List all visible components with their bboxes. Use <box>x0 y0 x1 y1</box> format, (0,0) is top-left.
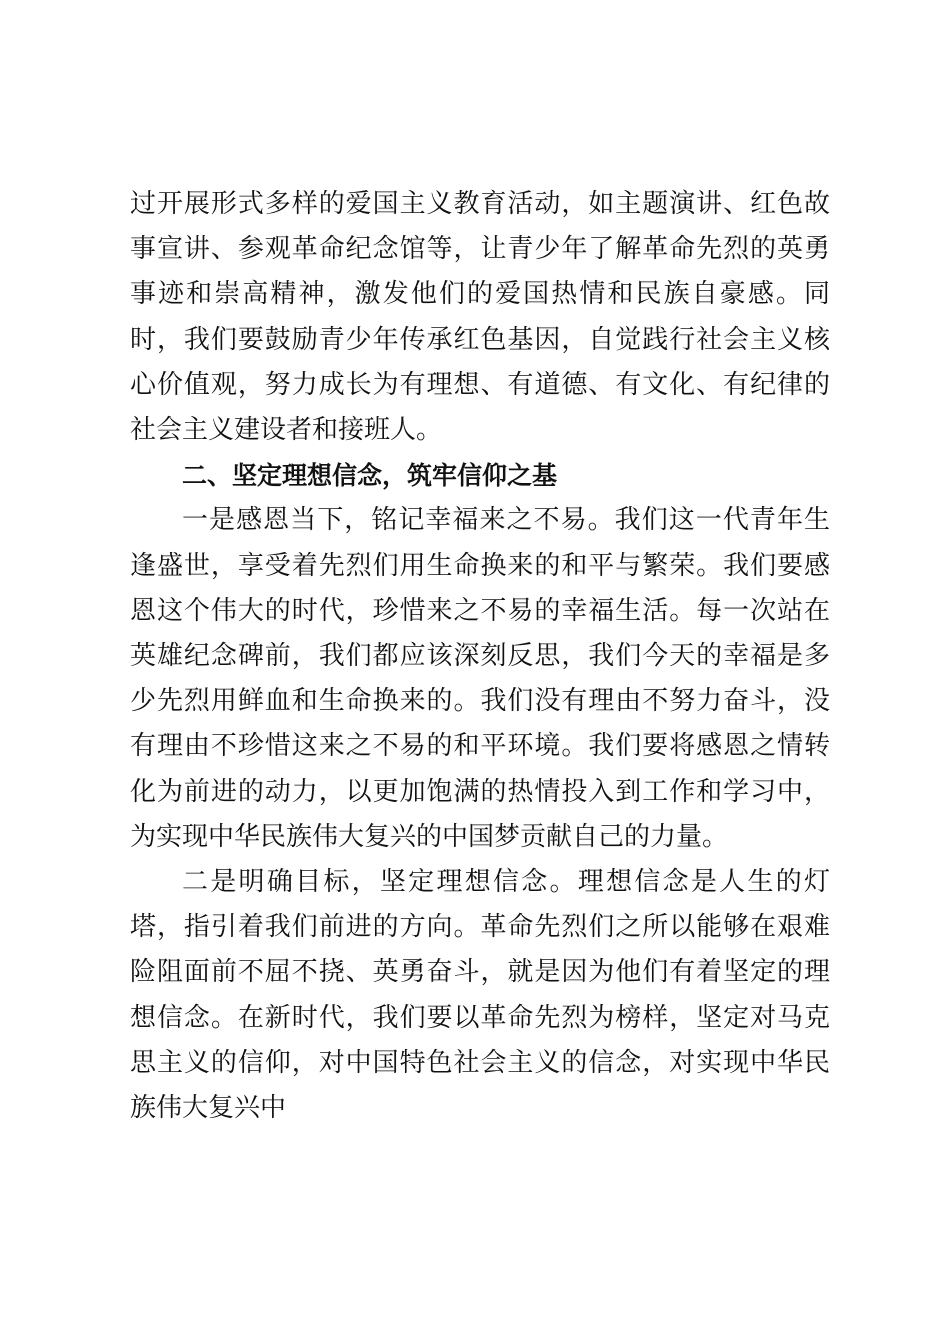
paragraph-gratitude: 一是感恩当下，铭记幸福来之不易。我们这一代青年生逢盛世，享受着先烈们用生命换来的和平与繁荣。我们要感恩这个伟大的时代，珍惜来之不易的幸福生活。每一次站在英雄纪念碑前，我们都应该深刻反思，我们今天的幸福是多少先烈用鲜血和生命换来的。我们没有理由不努力奋斗，没有理由不珍惜这来之不易的和平环境。我们要将感恩之情转化为前进的动力，以更加饱满的热情投入到工作和学习中，为实现中华民族伟大复兴的中国梦贡献自己的力量。 <box>130 505 830 852</box>
section-heading: 二、坚定理想信念，筑牢信仰之基 <box>182 461 558 491</box>
paragraph-continued: 过开展形式多样的爱国主义教育活动，如主题演讲、红色故事宣讲、参观革命纪念馆等，让青少年了解革命先烈的英勇事迹和崇高精神，激发他们的爱国热情和民族自豪感。同时，我们要鼓励青少年传承红色基因，自觉践行社会主义核心价值观，努力成长为有理想、有道德、有文化、有纪律的社会主义建设者和接班人。 <box>130 189 830 446</box>
document-body <box>130 182 830 1131</box>
paragraph-ideals: 二是明确目标，坚定理想信念。理想信念是人生的灯塔，指引着我们前进的方向。革命先烈们之所以能够在艰难险阻面前不屈不挠、英勇奋斗，就是因为他们有着坚定的理想信念。在新时代，我们要以革命先烈为榜样，坚定对马克思主义的信仰，对中国特色社会主义的信念，对实现中华民族伟大复兴中 <box>130 867 830 1124</box>
